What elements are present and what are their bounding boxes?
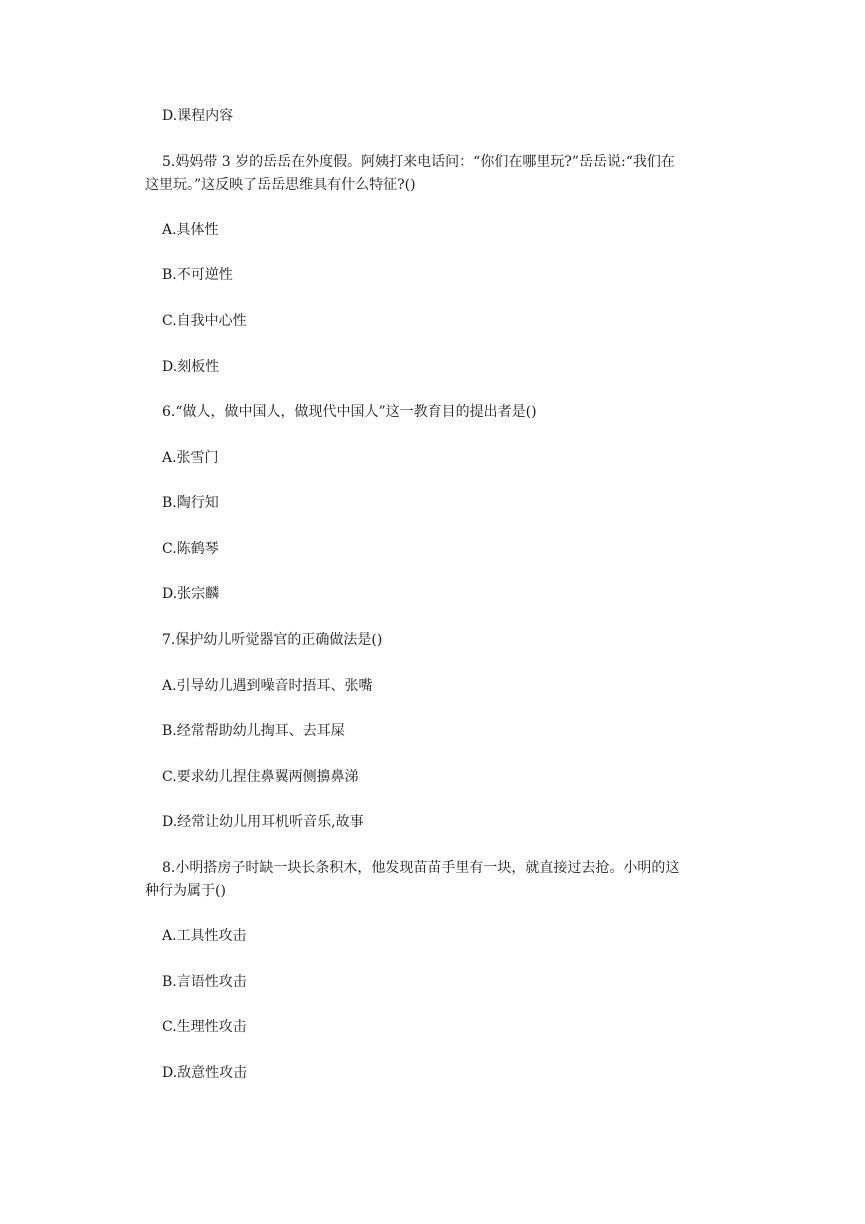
option-line: B.言语性攻击 (162, 974, 247, 990)
option-line: C.生理性攻击 (162, 1019, 247, 1035)
question-8: 8.小明搭房子时缺一块长条积木，他发现苗苗手里有一块，就直接过去抢。小明的这 (162, 860, 680, 876)
option-line: B.经常帮助幼儿掏耳、去耳屎 (162, 723, 345, 739)
option-line: B.陶行知 (162, 495, 219, 511)
question-5: 5.妈妈带 3 岁的岳岳在外度假。阿姨打来电话问：“你们在哪里玩?”岳岳说:“我们在 (162, 154, 675, 170)
option-line: D.敌意性攻击 (162, 1065, 248, 1081)
option-line: C.要求幼儿捏住鼻翼两侧擤鼻涕 (162, 769, 359, 785)
option-line: D.张宗麟 (162, 586, 220, 602)
question-7: 7.保护幼儿听觉器官的正确做法是() (162, 632, 383, 648)
question-6: 6.“做人，做中国人，做现代中国人”这一教育目的提出者是() (162, 404, 537, 420)
option-line: B.不可逆性 (162, 267, 233, 283)
option-line: C.陈鹤琴 (162, 541, 219, 557)
option-line: A.具体性 (162, 222, 219, 238)
option-line: D.刻板性 (162, 359, 220, 375)
question-8-continuation: 种行为属于() (145, 883, 226, 899)
option-line: D.经常让幼儿用耳机听音乐,故事 (162, 814, 364, 830)
option-line: A.张雪门 (162, 450, 219, 466)
option-line: A.引导幼儿遇到噪音时捂耳、张嘴 (162, 678, 373, 694)
option-line: D.课程内容 (162, 108, 234, 124)
question-5-continuation: 这里玩。”这反映了岳岳思维具有什么特征?() (145, 177, 416, 193)
option-line: A.工具性攻击 (162, 928, 247, 944)
option-line: C.自我中心性 (162, 313, 247, 329)
